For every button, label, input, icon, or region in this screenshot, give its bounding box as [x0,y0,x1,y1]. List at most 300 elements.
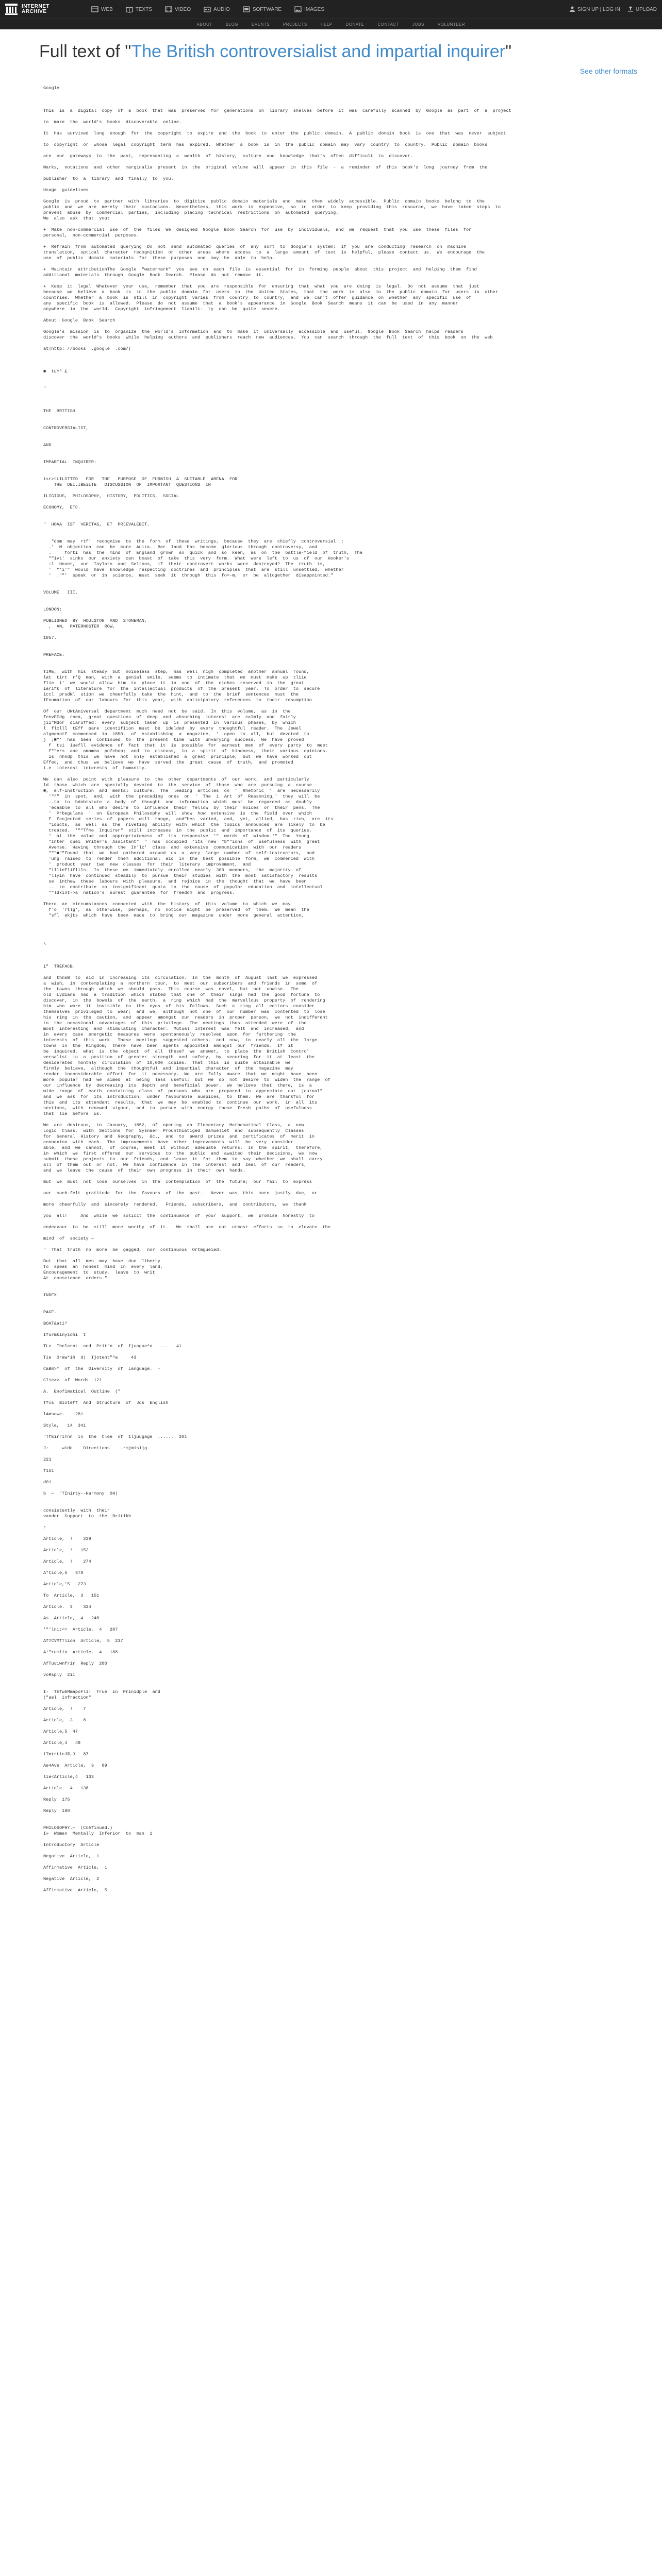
text-line [43,896,638,902]
text-line: and we ask for its introduction, under favourable auspices, to them. We are thankful for [43,1094,315,1099]
nav-web[interactable] [86,0,118,19]
text-line: I- TEfwbMmapoFlI! True in Prinidple and [43,1689,160,1694]
text-line: jii"Mdor diaruffed: every subject taken up is presented in various phases, by which [43,720,296,725]
text-line: Article, ! 274 [43,1559,91,1564]
text-line: treated. '""Tfme Inquirer" still increases in the public and importance of its queries, [43,828,312,833]
texts-icon [125,5,134,13]
text-line: f tsi iuefll evidence of fact that it is possible for earnest men of every party to meet [43,743,328,748]
text-line: ■, elf-instruction and mental culture. The leading articles on ' Rhetoric ' are necessarily [43,788,320,793]
text-line [43,1349,638,1355]
text-line: " [43,386,46,391]
text-line: Tfcs Bioteff And Structure of Jds English [43,1400,169,1405]
text-line [43,953,638,958]
text-line: algmenntf commenced in 1850, of establishing a magazine, ' open to all, but devoted to [43,732,309,737]
text-line: We are desirous, in January, 1852, of opening an Elementary Mathematical Class, a new [43,1123,304,1128]
text-line: ..to to hdobtstute a body of thought and information which must be regarded as doubly [43,800,312,805]
text-line [43,647,638,652]
text-line: Ifurmkinyiohi t [43,1332,86,1337]
text-line [43,1531,638,1536]
nav-audio[interactable] [198,0,235,19]
title-suffix: " [505,42,512,61]
text-line [43,1678,638,1684]
text-line: discover the world's books while helping authors and publishers reach new audiences. You can search through the full text of this book on the web [43,335,493,340]
text-line: ' product year two new classes for their literary improvement, and [43,862,251,867]
text-line: firmly believe, although the thoughtful and impartial character of the magazine may [43,1066,293,1071]
text-line: A*ticle,5 378 [43,1570,84,1575]
media-type-links [86,0,329,19]
signin-label: SIGN UP | LOG IN [577,6,620,12]
text-line [43,1712,638,1718]
text-line: 'ecaable to all who desire to influence their fellow by their hoices or their pens. The [43,805,320,810]
text-line: "TfEirriTnn in the Clee of 1ljuugage ...... 201 [43,1434,187,1439]
text-line: Introductory Article [43,1842,100,1848]
text-line: public and we are merely their custodians. Nevertheless, this work is expensive, so in order to keep providing this resource, we have taken steps to [43,205,501,210]
text-line: "sfl ekjts which have been made to bring our magazine under more general attention, [43,913,304,918]
text-line [43,499,638,505]
text-line [43,1361,638,1366]
text-line: Encouragement to study, leave to writ [43,1270,155,1275]
text-line [43,1451,638,1457]
text-line [43,1837,638,1842]
text-line [43,1882,638,1888]
text-line [43,1735,638,1740]
text-line: translation, optical character recognition or other areas where access to a large amount of text is helpful, please contact us. We encourage the [43,250,485,255]
text-line [43,1542,638,1548]
text-line [43,1327,638,1332]
text-line: But we must not lose ourselves in the contemplation of the future; our fail to express [43,1179,312,1184]
text-line: ""ivt' sinks our anxiety can boast of take this very form. What were left to us of our Hooker's [43,556,350,561]
text-line [43,1502,638,1508]
main-content [22,42,640,1893]
text-line [43,358,638,363]
text-line: But that all men may have due liberty [43,1259,160,1264]
text-line: ' ai the value and appropriateness of its responsive '" words of wisdom.'" The Young [43,834,309,839]
nav-video-label: VIDEO [175,6,191,12]
text-line: countries. Whether a book is still in copyright varies from country to country, and we can't offer guidance on whether any specific use of [43,295,472,300]
text-line: Google's mission is to organize the world's information and to make it universally accessible and useful. Google Book Search helps readers [43,329,464,334]
text-line [43,1395,638,1400]
text-line [43,516,638,522]
text-line [43,970,638,975]
text-line: :l Hever, our Taylors and Seltons, if their controvert works were destroyed? The truth is, [43,562,325,567]
text-line: old Lydians had a tradition which stated that one of their kings had the good fortune to [43,992,320,997]
text-line: A!"rumiin Article, 4 188 [43,1650,118,1655]
text-line: interests of this work. These meetings suggested others, and now, in nearly all the large [43,1038,318,1043]
text-line: Effec, and thus we believe we have served the great cause of truth, and promoted [43,760,293,765]
nav-software[interactable] [237,0,287,19]
text-line: "llyin have continued steadily to pursue their studies with the most satisfactory results [43,873,318,878]
text-line [43,630,638,635]
text-line [43,1769,638,1774]
text-line [43,392,638,397]
nav-web-label: WEB [101,6,113,12]
text-line [43,1820,638,1825]
text-line: lAmsowe- 281 [43,1412,84,1417]
text-line: Article. 4 138 [43,1786,89,1791]
text-line [43,658,638,664]
text-line [43,1565,638,1570]
text-line: anywhere in the world. Copyright infringement liabili- ty can be quite severe. [43,307,280,312]
text-line: Article, 3 8 [43,1718,86,1723]
text-line [43,1196,638,1202]
text-line: Negative Article, 1 [43,1854,100,1859]
subnav-blog[interactable]: BLOG [225,22,239,27]
video-icon [164,5,173,13]
text-line: ' .""' speak or in science, must seek it through this fo<-m, or be altogether disappointed." [43,573,334,578]
text-line [43,222,638,227]
subnav-volunteer[interactable]: VOLUNTEER [437,22,466,27]
text-line [43,1587,638,1593]
text-line: "iducts, as well as the riveting ability with which the topics announced are likely to be [43,822,325,827]
text-line [43,431,638,437]
text-line [43,1746,638,1752]
text-line: TLe Thelarnt and Prit"n of Ijuague^n .... 41 [43,1344,182,1349]
text-line: 1857. [43,635,57,640]
software-icon [242,5,251,13]
text-line [43,919,638,924]
text-line: AND [43,443,52,448]
text-line [43,1417,638,1423]
text-line: fcnvEEdg rnea, great questions of deep and absorbing interest are calmly and fairly [43,715,296,720]
text-line: Marks, notations and other marginalia present in the original volume will appear in this file - a reminder of this book's long journey from the [43,165,488,170]
text-line [43,159,638,165]
text-line: AfTCVMfTlion Article, 5 237 [43,1638,123,1643]
text-line: more cheerfully and sincerely rendered. Friends, subscribers, and contributors, we thank [43,1202,307,1207]
text-line: is nhndp this we have not only established a great principle, but we have worked out [43,754,312,759]
text-line: wide range of earth containing class of persons who are prepared to appreciate our journal" [43,1089,323,1094]
text-line: ""ldkint->a nation's surest guarantee for freedom and progress. [43,890,235,895]
text-line: "illiefliflils. In these we immediately enrolled nearly 300 members, the majority of [43,868,302,873]
text-line [43,1599,638,1604]
text-line [43,103,638,108]
text-line [43,1553,638,1559]
text-line [43,1859,638,1865]
text-line [43,91,638,97]
text-line: We also ask that you: [43,216,110,221]
text-line [43,414,638,420]
text-line: are our gateways to the past, representing a wealth of history, culture and knowledge that's often difficult to discover. [43,154,413,159]
text-line: \ [43,941,46,946]
text-line [43,1429,638,1434]
text-line: d01 [43,1480,52,1485]
text-line: ECONOMY, ETC. [43,505,81,510]
text-line: Article, ! 7 [43,1706,86,1711]
text-line: to copyright or whose legal copyright term has expired. Whether a book is in the public domain may vary country to country. Public domain books [43,142,488,147]
text-line [43,1803,638,1808]
text-line: the towns through which we should pass. This course was novel, but not unwise. The [43,987,299,992]
text-line: + Refrain from automated querying Do not send automated queries of any sort to Google's system: If you are conducting research on machine [43,244,466,249]
text-line: + Maintain attributionThe Google "watermark" you see on each file is essential for in forming people about this project and helping them find [43,267,477,272]
text-line [43,1287,638,1293]
text-line: This is a digital copy of a book that was preserved for generations on library shelves before it was carefully scanned by Google as part of a project [43,108,511,113]
nav-audio-label: AUDIO [213,6,230,12]
text-line: him who wore it invisible to the eyes of his fellows. Such a ring all editors consider [43,1004,315,1009]
text-line [43,471,638,477]
text-line: iarifk of literature for the intellectual products of the present year. To order to secure [43,686,320,691]
text-line: IMPARTIAL INQUIRER: [43,460,97,465]
text-line [43,1474,638,1480]
text-line: publisher to a library and finally to you. [43,176,174,181]
text-line: to make the world's books discoverable online. [43,120,182,125]
text-line: b — "TInirty--Harmony 0H) [43,1491,118,1496]
text-line: discover, in the bowels of the earth, a ring which had the marvellous property of rendering [43,998,325,1003]
title-prefix: Full text of " [39,42,131,61]
text-line [43,1253,638,1259]
text-line: f fcojected series of papers will range, and"hes varied, and, yet, allied, has rich, are its [43,817,334,822]
text-line: "Inter cuei Writer's Assistant" " has occupied 'its new "b""ions of usefulness with great [43,839,320,844]
text-line: TIME, with his steady but noiseless step, has well nigh completed another annual round, [43,669,309,674]
text-line: f151 [43,1468,54,1473]
text-line: Reply 180 [43,1808,70,1814]
text-line: desiderated monthly circulation of 10,000 copies. That this is quite attainable we [43,1060,291,1065]
text-line [43,125,638,131]
text-line: l flclll tEff pare identifiion must be idelded by every thoughtful reader. The Jewel [43,726,302,731]
text-line [43,1281,638,1287]
text-line: ' Prbegulans ' on European Philosophy will show how extensive is the field over which [43,811,312,816]
text-line: PREFACE. [43,652,65,657]
text-line: flie i' we would allow him to place it in one of the niches reserved in the great [43,681,304,686]
text-line: BOAT&ati^ [43,1321,68,1326]
text-line [43,341,638,346]
top-navbar [0,0,662,19]
text-line [43,1701,638,1706]
nav-software-label: SOFTWARE [252,6,282,12]
text-line [43,261,638,267]
text-line: PAGE. [43,1310,57,1315]
text-line: 221 [43,1457,52,1462]
see-other-formats [22,67,640,75]
text-line: towns in the Kingdom, there have been agents appointed amongst our friends. If it [43,1043,293,1048]
subnav-donate[interactable]: DONATE [345,22,365,27]
text-line: be inquired, what is the object of all these? we answer, to place the British Contro' [43,1049,309,1054]
text-line: i<r>tLILSTTED FOR THE PURPOSE OF FURNISH A SUITABLE ARENA FOR [43,477,238,482]
text-line [43,936,638,941]
logo-line-1: INTERNET [22,4,49,9]
text-line [43,1780,638,1786]
text-line [43,363,638,369]
text-line: i.e interest interests of humanity. [43,766,147,771]
text-line: themselves privileged to wear; and we, although not one of our number was contented to lose [43,1009,325,1014]
text-line [43,324,638,329]
text-line: "dom may rtf' recognise to the form of these writings, because they are chiefly controversial : [43,539,344,544]
text-line [43,1372,638,1378]
text-line: Logic Class, with Sections for Sysnaer Prounthiatiged Samueliet and subsequently Classes [43,1128,304,1133]
text-line: Article,5 47 [43,1729,78,1734]
text-line: our influence by decreasing its depth and beneficial power. We believe that there, is a [43,1083,312,1088]
text-line: """■""found that we had gathered around us a very large number of self-instructors, and [43,851,315,856]
text-line: Article, ! 229 [43,1536,91,1541]
text-line [43,664,638,669]
text-line: .. to contribute so insignificant quota to the cause of popular education and intellectual [43,885,323,890]
text-line: our such-felt gratitude for the favours of the past. Never was this more justly due, or [43,1191,318,1196]
nav-images-label: IMAGES [304,6,325,12]
subnav-help[interactable]: HELP [320,22,333,27]
text-line [43,958,638,964]
text-line: most interesting and stimulating character. Mutual interest was felt and increased, and [43,1026,304,1031]
text-line: and thnsB to aid in increasing its circulation. In the month of August last we expressed [43,975,318,980]
text-line [43,1208,638,1213]
text-line [43,1667,638,1672]
text-line [43,278,638,284]
text-line [43,930,638,936]
text-line: mind of society — [43,1236,94,1241]
text-line: in every case energetic measures were spontaneously resolved upon for furthering the [43,1032,296,1037]
text-line: iccl prudNl ution we cheerfully take the hint, and to the brief sentences must the [43,692,299,697]
text-line: Reply 175 [43,1797,70,1802]
text-line [43,947,638,953]
text-line: f'o 'rtlg', as otherwise, perhaps, no notice might be preserved of them. We mean the [43,907,309,912]
text-line [43,1814,638,1820]
text-line: At conscience orders." [43,1276,107,1281]
text-line [43,1463,638,1468]
text-line: Usage guidelines [43,188,89,193]
text-line: at|http: //books .google .com/| [43,346,131,351]
text-line: I» Woman Mentally Inferior to man 1 [43,1831,153,1836]
web-icon [91,5,99,13]
text-line [43,1576,638,1582]
text-line [43,171,638,176]
text-line [43,312,638,318]
text-line: to the occasional advantages of this privilege. The meetings thus attended were of the [43,1021,307,1026]
text-line: in which we first offered our services to the public and awaited their decisions, we now [43,1151,318,1156]
title-book-link[interactable]: The British controversialist and impartial inquirer [131,42,505,61]
text-line [43,1298,638,1304]
text-line: because we believe a book is in the public domain for users in the United States, that the work is also in the public domain for users in other [43,290,498,295]
text-line [43,1315,638,1321]
text-line: Google [43,86,59,91]
text-line [43,193,638,199]
see-other-formats-link[interactable]: See other formats [580,67,637,75]
text-line [43,1655,638,1661]
text-line: " That truth no more be gagged, nor continuous Ortmgueied. [43,1247,222,1252]
text-line: There ae circumstances connected with the history of this volume to which we may [43,902,291,907]
text-line: f""ers ane amamma pnfchon; and to discuss, in a spirit of kindness, their various opinions. [43,749,328,754]
text-line [43,511,638,516]
archive-building-icon [4,3,19,16]
text-line: PHILOSOPHY.— (CoAfinued.) [43,1825,113,1831]
internet-archive-logo[interactable] [4,3,81,16]
text-line: endeavour to be still more worthy of it. We shall use our utmost efforts so to elevate the [43,1225,330,1230]
text-line [43,148,638,154]
subnav-jobs[interactable]: JOBS [412,22,424,27]
text-line [43,448,638,454]
subnav-projects[interactable]: PROJECTS [283,22,307,27]
upload-button[interactable] [627,6,657,13]
text-line [43,352,638,358]
text-line [43,1174,638,1179]
text-line [43,1848,638,1854]
text-line [43,375,638,380]
text-line: consistently with their [43,1508,110,1513]
images-icon [294,5,302,13]
logo-line-2: ARCHIVE [22,9,47,14]
text-line: lie<Article,4 133 [43,1774,94,1780]
text-line [43,596,638,601]
text-line: a wish, in contemplating a northern tour, to meet our subscribers and friends in some of [43,981,318,986]
text-line: all of them out or not. We have confidence in the interest and zeal of our readers, [43,1162,307,1167]
text-line: Style, 14 341 [43,1423,86,1428]
text-line: CaBm>* of the Diversity of Language. - [43,1366,160,1371]
text-line: r [43,1525,46,1530]
text-line: " HOAA IST VERITAS, ET PRJEVALEBIT. [43,522,150,527]
text-line [43,1338,638,1344]
text-line [43,488,638,494]
text-line: + Keep it legal Whatever your use, remember that you are responsible for ensuring that what you are doing is legal. Do not assume that just [43,284,479,289]
text-line [43,1230,638,1236]
text-line: prevent abuse by commercial parties, including placing technical restrictions on automated querying. [43,210,339,215]
text-line [43,182,638,188]
text-line: his ring in the caution, and appear amongst our readers in proper person, we not indifferent [43,1015,328,1020]
signin-link[interactable] [569,6,620,13]
text-line: A. Enofimatical Outline (" [43,1389,121,1394]
text-line: THE BRITISH [43,409,75,414]
text-line [43,465,638,471]
text-line: Article,'5 273 [43,1582,86,1587]
text-line: able, and we cannot, of course, meet it without adequate returns. In the spirit, therefore, [43,1145,323,1150]
text-line: As Article, 4 248 [43,1616,100,1621]
text-line [43,114,638,120]
text-line [43,1621,638,1627]
text-line: ("ael infraction" [43,1695,91,1700]
text-line: lat tirt r'Q man, with a genial smile, seems to intimate that we must make up tliie [43,675,307,680]
text-line [43,533,638,539]
nav-images[interactable] [289,0,329,19]
text-line: sections, with renewed vigour, and to pursue with energy those fresh paths of usefulness [43,1106,312,1111]
text-line: To speak an honest mind in every land, [43,1264,163,1269]
nav-texts[interactable] [120,0,157,19]
text-line: additional materials through Google Book Search. Please do not remove it. [43,273,264,278]
text-line: Of our UNtAniversal department much need not be said. In this volume, as in the [43,709,291,714]
text-line: We can also point with pleasure to the other departments of our work, and particularly [43,777,309,782]
text-line [43,528,638,533]
text-line: you all! And while we solicit the continuance of your support, we promise honestly to [43,1213,315,1218]
text-line: use of public domain materials for these purposes and may be able to help. [43,256,275,261]
text-line [43,1485,638,1491]
subnav-contact[interactable]: CONTACT [377,22,399,27]
text-line [43,1644,638,1650]
text-line: CONTROVERSIALIST, [43,426,89,431]
text-line [43,397,638,403]
text-line [43,703,638,709]
text-line [43,1242,638,1247]
text-line [43,1304,638,1310]
text-line [43,1723,638,1729]
subnav-events[interactable]: EVENTS [252,22,270,27]
subnav-about[interactable]: ABOUT [196,22,212,27]
text-line [43,641,638,647]
nav-texts-label: TEXTS [135,6,153,12]
text-line [43,454,638,460]
text-line: that lie before us. [43,1111,102,1116]
text-line: Clie>> of Words 121 [43,1378,102,1383]
text-line [43,1871,638,1876]
text-line: se inthew these labours with pleasure, and rejoice in the thought that we have been [43,879,307,884]
text-line [43,579,638,584]
text-line: any specific book is allowed. Please do not assume that a book's appearance in Google Book Search means it can be used in any manner [43,301,458,306]
text-line: LONDON: [43,607,62,612]
text-line: ld those which are specially devoted to the service of those who are pursuing a course [43,783,312,788]
text-line: Affirmative Article, 1 [43,1865,107,1870]
text-line: . ' forti has the mind of England grown so quick and so keen, as on the battle-field of truth, The [43,550,362,555]
text-line: j ;■"' has been continued to the present time with unvarying success. We have proved [43,737,304,742]
text-line [43,1684,638,1689]
text-line: vander Support to the Britikh [43,1514,131,1519]
nav-video[interactable] [159,0,196,19]
text-line: this and its attendant results, that we may be enabled to continue our work, in all its [43,1100,318,1105]
text-line: for General History and Geography, &c., and to award prizes and certificates of merit in [43,1134,315,1139]
text-line [43,584,638,590]
text-line: Tie Oraw*ih d| Ijotent"^a 43 [43,1355,137,1360]
